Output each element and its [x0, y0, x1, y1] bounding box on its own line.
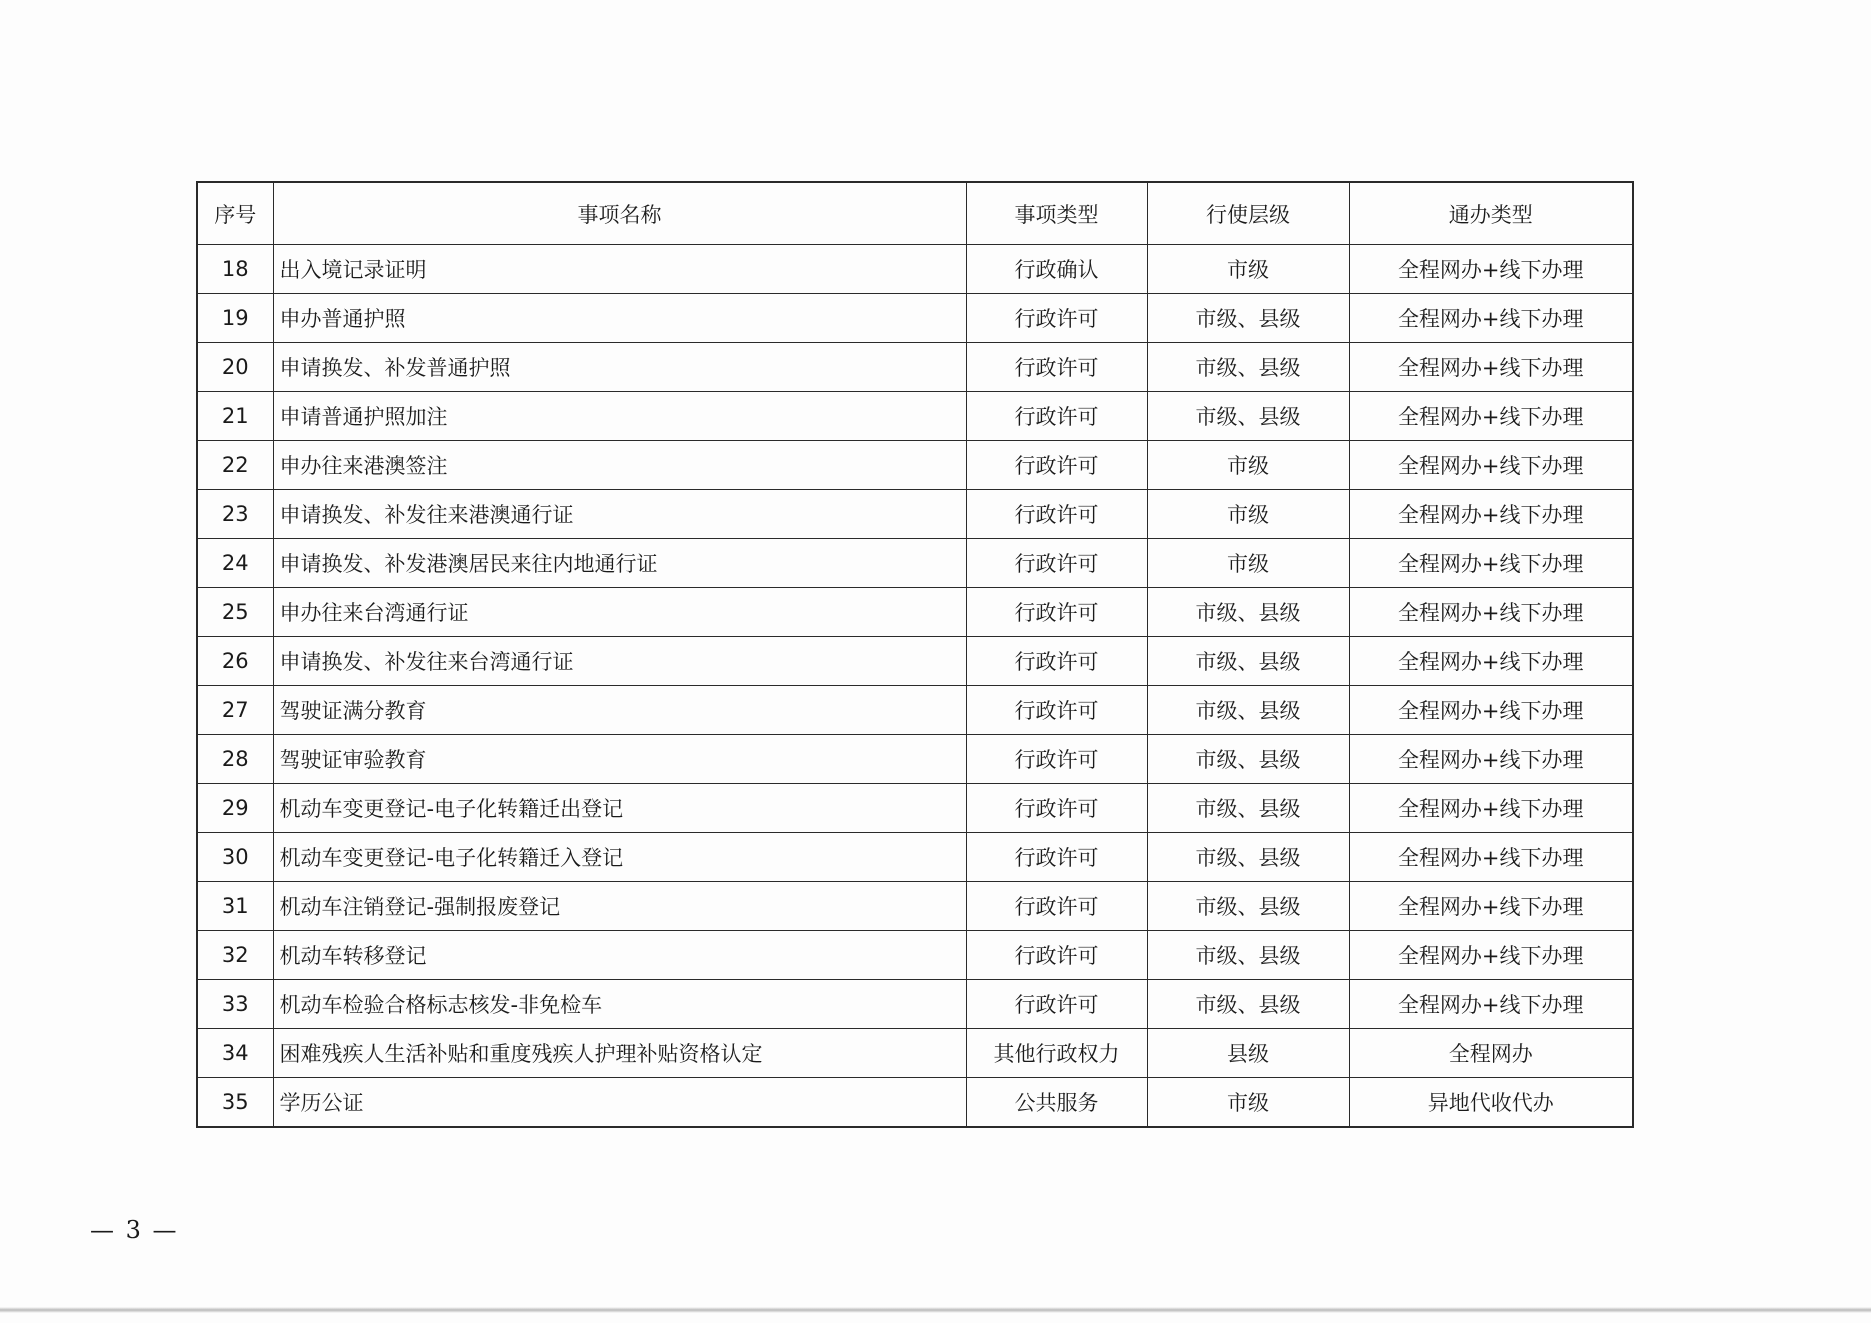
table-row	[197, 245, 1633, 294]
cell-handling-type: 全程网办+线下办理	[1349, 637, 1633, 686]
table-row	[197, 539, 1633, 588]
cell-level: 市级、县级	[1147, 686, 1349, 735]
header-row	[197, 182, 1633, 245]
cell-seq: 33	[197, 980, 273, 1029]
table-row	[197, 980, 1633, 1029]
cell-item-type: 行政许可	[966, 686, 1147, 735]
cell-seq: 18	[197, 245, 273, 294]
cell-item-type: 行政许可	[966, 882, 1147, 931]
table-row	[197, 931, 1633, 980]
cell-level: 市级、县级	[1147, 980, 1349, 1029]
cell-item-type: 行政许可	[966, 392, 1147, 441]
cell-level: 市级、县级	[1147, 392, 1349, 441]
table-row	[197, 1029, 1633, 1078]
cell-item-type: 行政许可	[966, 784, 1147, 833]
table-header	[197, 182, 1633, 245]
cell-item-name: 申请换发、补发普通护照	[273, 343, 966, 392]
cell-item-type: 行政许可	[966, 539, 1147, 588]
cell-handling-type: 全程网办+线下办理	[1349, 294, 1633, 343]
cell-seq: 29	[197, 784, 273, 833]
cell-handling-type: 全程网办+线下办理	[1349, 833, 1633, 882]
cell-seq: 32	[197, 931, 273, 980]
table-body	[197, 245, 1633, 1128]
table-row	[197, 882, 1633, 931]
cell-seq: 25	[197, 588, 273, 637]
cell-item-type: 行政许可	[966, 294, 1147, 343]
items-table	[196, 181, 1634, 1128]
table-row	[197, 343, 1633, 392]
cell-item-type: 行政确认	[966, 245, 1147, 294]
cell-item-name: 申请换发、补发往来港澳通行证	[273, 490, 966, 539]
cell-seq: 34	[197, 1029, 273, 1078]
cell-item-name: 机动车转移登记	[273, 931, 966, 980]
header-item-type: 事项类型	[966, 182, 1147, 245]
cell-item-name: 驾驶证审验教育	[273, 735, 966, 784]
cell-handling-type: 全程网办+线下办理	[1349, 588, 1633, 637]
cell-item-name: 困难残疾人生活补贴和重度残疾人护理补贴资格认定	[273, 1029, 966, 1078]
page-number: — 3 —	[90, 1216, 179, 1244]
cell-item-type: 行政许可	[966, 833, 1147, 882]
cell-item-type: 行政许可	[966, 343, 1147, 392]
cell-item-name: 机动车注销登记-强制报废登记	[273, 882, 966, 931]
cell-item-name: 驾驶证满分教育	[273, 686, 966, 735]
cell-seq: 19	[197, 294, 273, 343]
cell-level: 市级	[1147, 539, 1349, 588]
cell-level: 市级、县级	[1147, 833, 1349, 882]
cell-seq: 30	[197, 833, 273, 882]
cell-handling-type: 全程网办+线下办理	[1349, 343, 1633, 392]
cell-level: 县级	[1147, 1029, 1349, 1078]
cell-level: 市级	[1147, 441, 1349, 490]
cell-level: 市级	[1147, 1078, 1349, 1128]
header-level: 行使层级	[1147, 182, 1349, 245]
cell-item-name: 出入境记录证明	[273, 245, 966, 294]
cell-item-name: 申办普通护照	[273, 294, 966, 343]
cell-item-type: 公共服务	[966, 1078, 1147, 1128]
cell-seq: 23	[197, 490, 273, 539]
table-row	[197, 637, 1633, 686]
cell-level: 市级、县级	[1147, 294, 1349, 343]
cell-item-type: 其他行政权力	[966, 1029, 1147, 1078]
cell-seq: 20	[197, 343, 273, 392]
cell-handling-type: 全程网办+线下办理	[1349, 784, 1633, 833]
cell-handling-type: 全程网办+线下办理	[1349, 931, 1633, 980]
cell-handling-type: 全程网办+线下办理	[1349, 539, 1633, 588]
cell-item-type: 行政许可	[966, 441, 1147, 490]
cell-handling-type: 全程网办+线下办理	[1349, 441, 1633, 490]
scan-edge-artifact	[0, 1307, 1871, 1313]
cell-item-name: 申请换发、补发往来台湾通行证	[273, 637, 966, 686]
cell-item-name: 机动车检验合格标志核发-非免检车	[273, 980, 966, 1029]
cell-item-type: 行政许可	[966, 735, 1147, 784]
cell-seq: 28	[197, 735, 273, 784]
cell-level: 市级、县级	[1147, 882, 1349, 931]
table-row	[197, 588, 1633, 637]
cell-handling-type: 全程网办+线下办理	[1349, 686, 1633, 735]
cell-item-type: 行政许可	[966, 588, 1147, 637]
cell-item-type: 行政许可	[966, 931, 1147, 980]
cell-handling-type: 全程网办+线下办理	[1349, 980, 1633, 1029]
cell-item-name: 机动车变更登记-电子化转籍迁入登记	[273, 833, 966, 882]
cell-handling-type: 全程网办+线下办理	[1349, 490, 1633, 539]
table-row	[197, 735, 1633, 784]
cell-level: 市级、县级	[1147, 931, 1349, 980]
cell-item-name: 机动车变更登记-电子化转籍迁出登记	[273, 784, 966, 833]
cell-item-type: 行政许可	[966, 980, 1147, 1029]
cell-item-type: 行政许可	[966, 490, 1147, 539]
table-row	[197, 1078, 1633, 1128]
cell-item-name: 申请换发、补发港澳居民来往内地通行证	[273, 539, 966, 588]
table-row	[197, 294, 1633, 343]
cell-level: 市级、县级	[1147, 637, 1349, 686]
cell-level: 市级	[1147, 490, 1349, 539]
cell-seq: 21	[197, 392, 273, 441]
cell-handling-type: 全程网办+线下办理	[1349, 392, 1633, 441]
cell-handling-type: 异地代收代办	[1349, 1078, 1633, 1128]
table-row	[197, 441, 1633, 490]
table-row	[197, 392, 1633, 441]
cell-level: 市级、县级	[1147, 343, 1349, 392]
table-row	[197, 833, 1633, 882]
header-seq: 序号	[197, 182, 273, 245]
cell-seq: 35	[197, 1078, 273, 1128]
cell-handling-type: 全程网办+线下办理	[1349, 735, 1633, 784]
cell-item-name: 申请普通护照加注	[273, 392, 966, 441]
table-row	[197, 686, 1633, 735]
cell-seq: 27	[197, 686, 273, 735]
cell-level: 市级、县级	[1147, 735, 1349, 784]
cell-seq: 24	[197, 539, 273, 588]
cell-level: 市级	[1147, 245, 1349, 294]
cell-seq: 22	[197, 441, 273, 490]
cell-handling-type: 全程网办+线下办理	[1349, 245, 1633, 294]
cell-seq: 31	[197, 882, 273, 931]
cell-level: 市级、县级	[1147, 784, 1349, 833]
header-handling-type: 通办类型	[1349, 182, 1633, 245]
cell-item-type: 行政许可	[966, 637, 1147, 686]
cell-seq: 26	[197, 637, 273, 686]
table-row	[197, 490, 1633, 539]
table-row	[197, 784, 1633, 833]
header-name: 事项名称	[273, 182, 966, 245]
cell-handling-type: 全程网办	[1349, 1029, 1633, 1078]
cell-item-name: 申办往来港澳签注	[273, 441, 966, 490]
cell-item-name: 申办往来台湾通行证	[273, 588, 966, 637]
cell-item-name: 学历公证	[273, 1078, 966, 1128]
cell-level: 市级、县级	[1147, 588, 1349, 637]
cell-handling-type: 全程网办+线下办理	[1349, 882, 1633, 931]
